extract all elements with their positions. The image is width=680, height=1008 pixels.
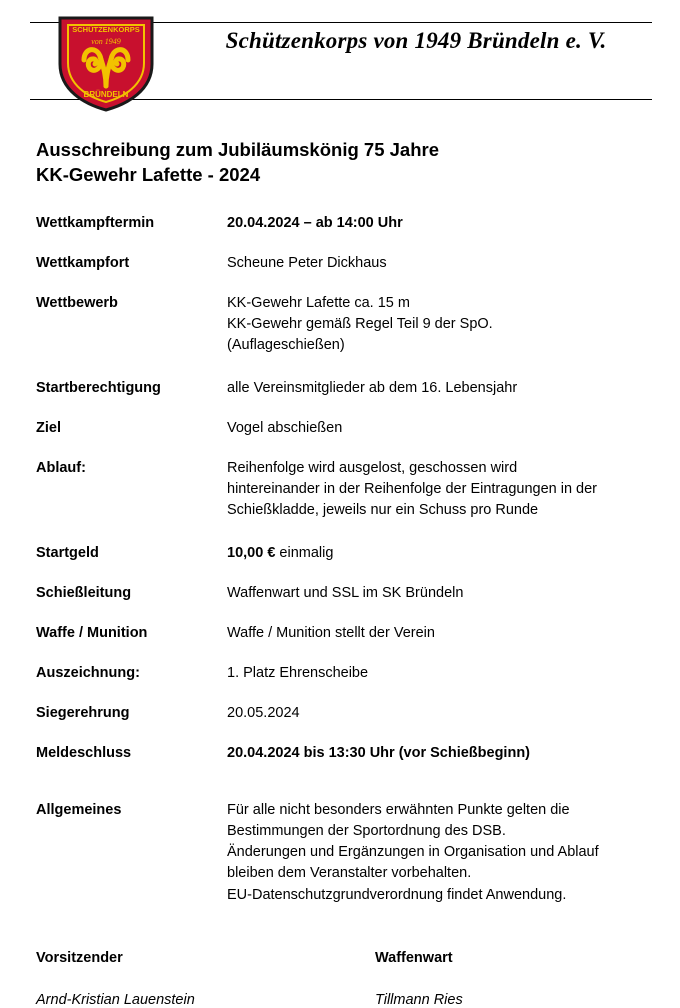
page-title-line-2: KK-Gewehr Lafette - 2024 (36, 163, 261, 185)
detail-row (36, 293, 646, 356)
crest-top-text: SCHÜTZENKORPS (72, 25, 140, 34)
signature-row (36, 950, 646, 1008)
detail-value (227, 253, 646, 274)
detail-label: Wettbewerb (36, 295, 118, 312)
detail-value-line: bleiben dem Veranstalter vorbehalten. (227, 865, 472, 882)
detail-value-amount: 10,00 € (227, 545, 276, 562)
detail-value-line: Änderungen und Ergänzungen in Organisation und Ablauf (227, 844, 599, 861)
detail-row (36, 583, 646, 604)
detail-label: Startberechtigung (36, 380, 161, 397)
detail-value-line: Reihenfolge wird ausgelost, geschossen wird (227, 460, 518, 477)
detail-value (227, 583, 646, 604)
detail-value-line: Waffenwart und SSL im SK Bründeln (227, 585, 464, 602)
detail-value-line: EU-Datenschutzgrundverordnung findet Anwendung. (227, 886, 567, 903)
detail-value-line: 20.04.2024 – ab 14:00 Uhr (227, 215, 403, 232)
detail-label: Meldeschluss (36, 745, 132, 762)
signature-name: Tillmann Ries (375, 991, 463, 1008)
detail-value-line: alle Vereinsmitglieder ab dem 16. Lebensjahr (227, 380, 518, 397)
signature-role: Vorsitzender (36, 949, 123, 966)
page-title (36, 138, 646, 187)
detail-value-line: KK-Gewehr gemäß Regel Teil 9 der SpO. (227, 316, 493, 333)
detail-value-line: 20.04.2024 bis 13:30 Uhr (vor Schießbeginn) (227, 745, 531, 762)
page-title-line-1: Ausschreibung zum Jubiläumskönig 75 Jahre (36, 139, 439, 160)
detail-row (36, 743, 646, 764)
detail-value (227, 378, 646, 399)
detail-row (36, 663, 646, 684)
detail-value (227, 663, 646, 684)
detail-label: Wettkampftermin (36, 215, 155, 232)
detail-value-line: Für alle nicht besonders erwähnten Punkte gelten die (227, 802, 570, 819)
detail-value (227, 703, 646, 724)
crest-year-text: von 1949 (91, 37, 121, 46)
detail-label: Startgeld (36, 545, 99, 562)
detail-value-suffix: einmalig (275, 545, 334, 562)
signature-left (36, 950, 341, 1008)
detail-row (36, 378, 646, 399)
detail-value (227, 543, 646, 564)
detail-value (227, 418, 646, 439)
detail-row (36, 800, 646, 905)
detail-row (36, 213, 646, 234)
club-crest-icon (54, 14, 158, 112)
detail-value-line: Bestimmungen der Sportordnung des DSB. (227, 823, 506, 840)
detail-label: Siegerehrung (36, 705, 130, 722)
detail-row (36, 253, 646, 274)
detail-value (227, 293, 646, 356)
detail-value (227, 458, 646, 521)
detail-value (227, 743, 646, 764)
signature-name: Arnd-Kristian Lauenstein (36, 991, 195, 1008)
signature-role: Waffenwart (375, 949, 453, 966)
detail-value (227, 213, 646, 234)
detail-row (36, 703, 646, 724)
detail-value-line: 1. Platz Ehrenscheibe (227, 665, 369, 682)
detail-row (36, 458, 646, 521)
document-header (30, 10, 652, 120)
detail-label: Schießleitung (36, 585, 132, 602)
detail-value-line: Schießkladde, jeweils nur ein Schuss pro Runde (227, 502, 539, 519)
detail-label: Auszeichnung: (36, 665, 140, 682)
detail-label: Ziel (36, 420, 61, 437)
detail-label: Wettkampfort (36, 255, 130, 272)
detail-label: Waffe / Munition (36, 625, 148, 642)
detail-value-line: 20.05.2024 (227, 705, 300, 722)
detail-value-line: hintereinander in der Reihenfolge der Eintragungen in der (227, 481, 598, 498)
signature-block (36, 950, 646, 1008)
detail-value (227, 623, 646, 644)
club-title: Schützenkorps von 1949 Bründeln e. V. (225, 28, 607, 53)
crest-bottom-text: BRÜNDELN (83, 90, 129, 99)
details-list (36, 213, 646, 905)
detail-row (36, 623, 646, 644)
signature-right (341, 950, 646, 1008)
detail-value-line: Scheune Peter Dickhaus (227, 255, 387, 272)
detail-value-line: Waffe / Munition stellt der Verein (227, 625, 435, 642)
detail-row (36, 418, 646, 439)
detail-row (36, 543, 646, 564)
detail-value-line: Vogel abschießen (227, 420, 343, 437)
detail-label: Allgemeines (36, 802, 122, 819)
detail-label: Ablauf: (36, 460, 86, 477)
detail-value-line: KK-Gewehr Lafette ca. 15 m (227, 295, 410, 312)
detail-value-line: (Auflageschießen) (227, 337, 345, 354)
document-page (0, 10, 680, 1008)
detail-value (227, 800, 646, 905)
